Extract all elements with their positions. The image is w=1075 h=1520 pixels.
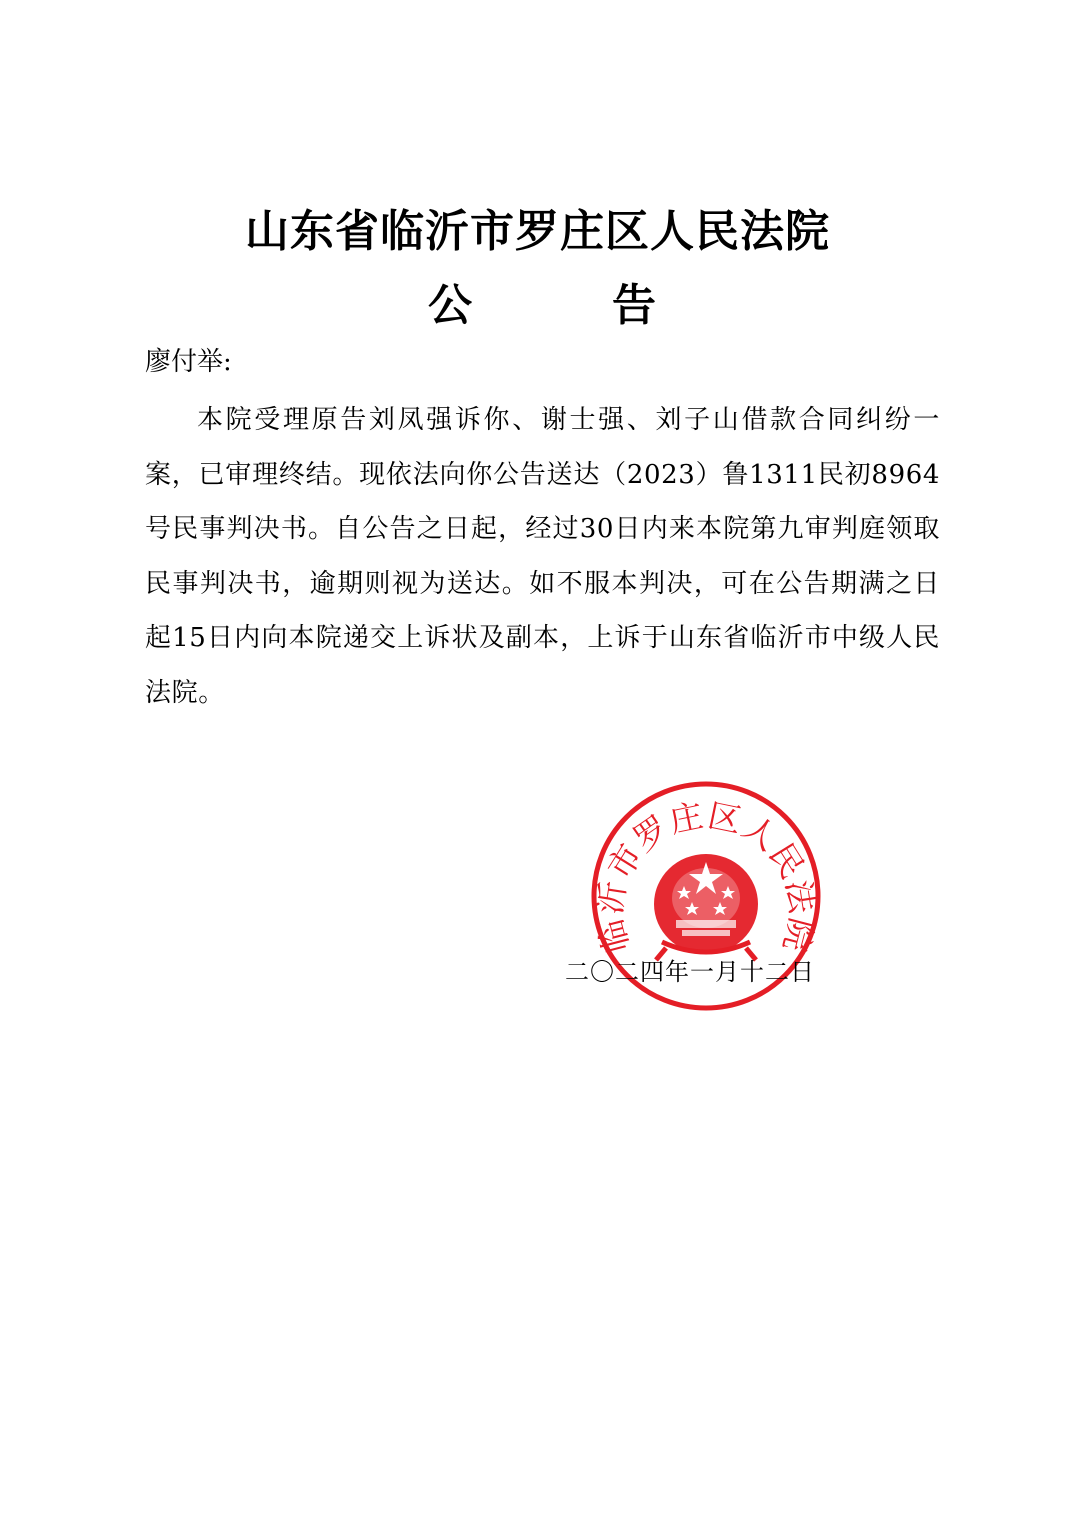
addressee: 廖付举: xyxy=(145,347,232,377)
notice-body: 本院受理原告刘凤强诉你、谢士强、刘子山借款合同纠纷一案，已审理终结。现依法向你公告送达（2023）鲁1311民初8964号民事判决书。自公告之日起，经过30日内来本院第九审判庭领取民事判决书，逾期则视为送达。如不服本判决，可在公告期满之日起15日内向本院递交上诉状及副本，上诉于山东省临沂市中级人民法院。 xyxy=(145,405,940,708)
notice-heading-char-1: 公 xyxy=(428,280,472,331)
court-title: 山东省临沂市罗庄区人民法院 xyxy=(245,206,830,257)
notice-heading-char-2: 告 xyxy=(612,280,656,331)
court-seal-icon xyxy=(588,780,824,1012)
seal-text: 临沂市罗庄区人民法院 xyxy=(589,795,823,957)
issue-date: 二〇二四年一月十二日 xyxy=(565,958,815,986)
notice-heading xyxy=(0,274,1075,338)
